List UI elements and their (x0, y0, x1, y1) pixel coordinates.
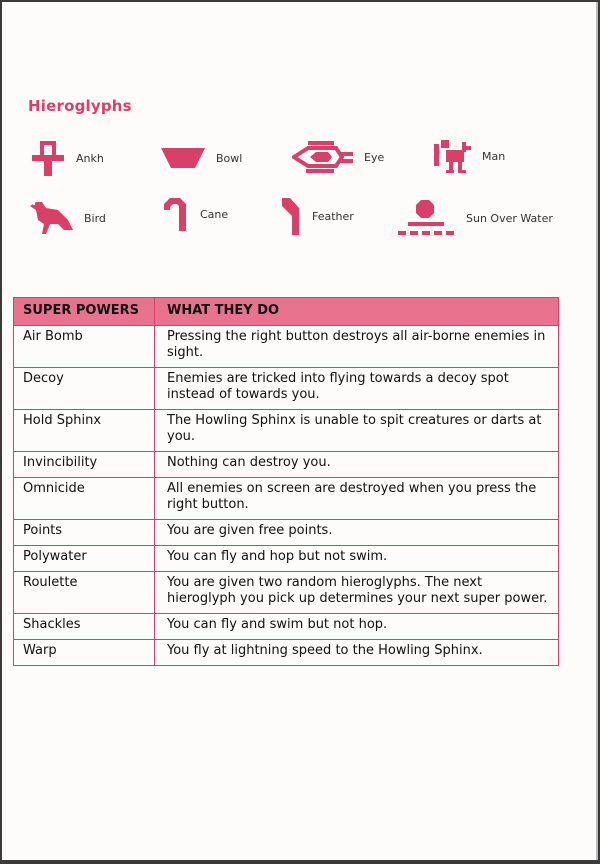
power-name: Points (14, 520, 155, 546)
manual-page (2, 2, 598, 860)
glyph-label: Man (482, 149, 506, 163)
glyph-label: Bird (84, 211, 106, 225)
power-effect: All enemies on screen are destroyed when you press the right button. (155, 478, 559, 520)
power-name: Hold Sphinx (14, 410, 155, 452)
cane-icon (162, 196, 190, 232)
table-header-row (14, 298, 559, 326)
feather-icon (280, 196, 302, 236)
table-row (14, 640, 559, 666)
hieroglyph-cane (162, 196, 228, 232)
ankh-icon (30, 139, 66, 177)
glyph-label: Feather (312, 209, 354, 223)
power-name: Omnicide (14, 478, 155, 520)
hieroglyph-sun-over-water (396, 198, 553, 238)
header-what-they-do: WHAT THEY DO (155, 298, 559, 326)
glyph-label: Eye (364, 150, 385, 164)
bowl-icon (160, 146, 206, 170)
hieroglyph-bowl (160, 146, 242, 170)
power-name: Decoy (14, 368, 155, 410)
power-name: Invincibility (14, 452, 155, 478)
table-row (14, 520, 559, 546)
table-row (14, 368, 559, 410)
hieroglyph-man (432, 138, 505, 174)
table-row (14, 410, 559, 452)
power-effect: You can fly and hop but not swim. (155, 546, 559, 572)
table-row (14, 572, 559, 614)
eye-icon (292, 140, 354, 174)
power-name: Polywater (14, 546, 155, 572)
power-effect: You fly at lightning speed to the Howling Sphinx. (155, 640, 559, 666)
power-name: Shackles (14, 614, 155, 640)
bird-icon (28, 200, 74, 236)
power-name: Air Bomb (14, 326, 155, 368)
header-super-powers: SUPER POWERS (14, 298, 155, 326)
man-icon (432, 138, 472, 174)
hieroglyph-bird (28, 200, 106, 236)
glyph-label: Cane (200, 207, 229, 221)
power-effect: The Howling Sphinx is unable to spit creatures or darts at you. (155, 410, 559, 452)
glyph-label: Ankh (76, 151, 104, 165)
power-effect: Pressing the right button destroys all air-borne enemies in sight. (155, 326, 559, 368)
glyph-label: Sun Over Water (466, 211, 553, 225)
table-row (14, 478, 559, 520)
table-row (14, 546, 559, 572)
hieroglyph-eye (292, 140, 384, 174)
power-name: Warp (14, 640, 155, 666)
hieroglyphs-title: Hieroglyphs (28, 97, 132, 115)
sun-over-water-icon (396, 198, 456, 238)
power-effect: You can fly and swim but not hop. (155, 614, 559, 640)
glyph-label: Bowl (216, 151, 243, 165)
super-powers-table (13, 297, 559, 666)
hieroglyph-ankh (30, 139, 104, 177)
power-effect: You are given free points. (155, 520, 559, 546)
power-effect: Enemies are tricked into flying towards a decoy spot instead of towards you. (155, 368, 559, 410)
power-effect: Nothing can destroy you. (155, 452, 559, 478)
table-row (14, 614, 559, 640)
table-row (14, 326, 559, 368)
hieroglyph-feather (280, 196, 354, 236)
power-effect: You are given two random hieroglyphs. The next hieroglyph you pick up determines your next super power. (155, 572, 559, 614)
power-name: Roulette (14, 572, 155, 614)
table-row (14, 452, 559, 478)
